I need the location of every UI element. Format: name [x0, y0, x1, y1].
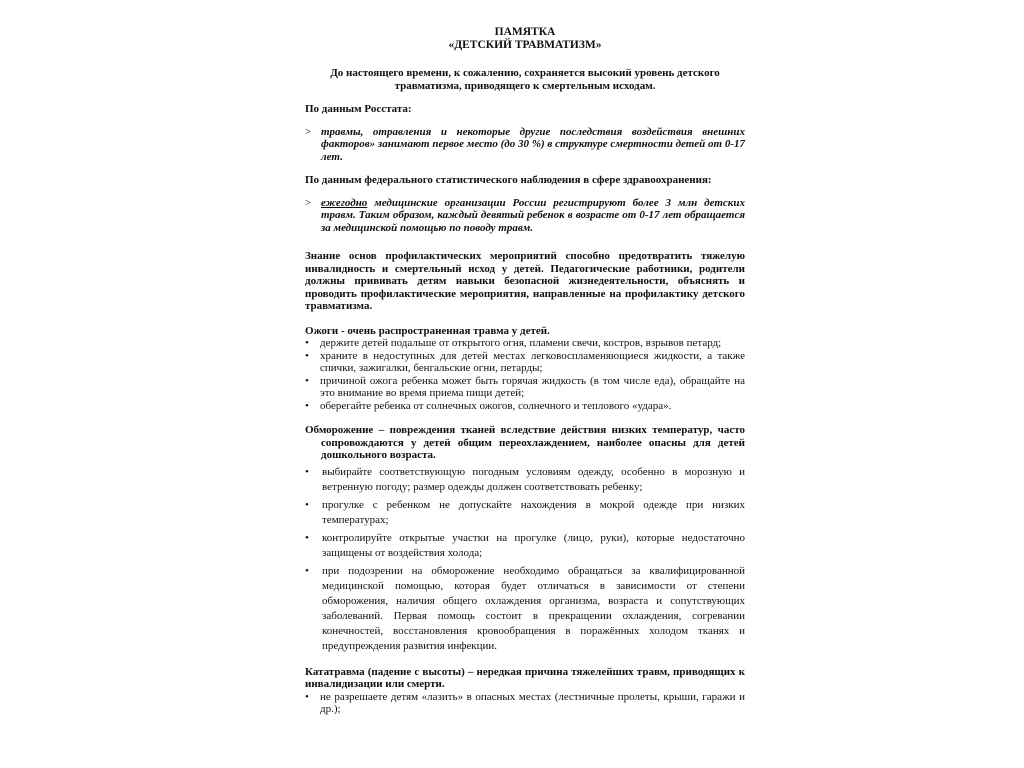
federal-item-rest: медицинские организации России регистрируют более 3 млн детских травм. Таким образом, каждый девятый ребенок в возрасте от 0-17 лет обращается за медицинской помощью по поводу травм.	[321, 196, 745, 234]
memo-title	[305, 26, 745, 52]
list-item-text: держите детей подальше от открытого огня, пламени свечи, костров, взрывов петард;	[320, 337, 722, 349]
bullet: •	[305, 349, 309, 362]
burns-title: Ожоги - очень распространенная травма у детей.	[305, 324, 550, 337]
falls-title: Кататравма (падение с высоты) – нередкая причина тяжелейших травм, приводящих к инвалидизации или смерти.	[305, 665, 745, 690]
bullet: •	[305, 399, 309, 412]
frostbite-list	[305, 465, 745, 654]
bullet: •	[305, 374, 309, 387]
list-item-text: храните в недоступных для детей местах легковоспламеняющиеся жидкости, а также спички, зажигалки, бенгальские огни, петарды;	[320, 349, 745, 374]
memo-title-line1: ПАМЯТКА	[494, 26, 556, 38]
list-item-text: не разрешаете детям «лазить» в опасных местах (лестничные пролеты, крыши, гаражи и др.);	[320, 690, 745, 715]
list-item-text: оберегайте ребенка от солнечных ожогов, солнечного и теплового «удара».	[320, 399, 672, 412]
list-item	[305, 337, 745, 350]
federal-heading: По данным федерального статистического наблюдения в сфере здравоохранения:	[305, 174, 712, 186]
list-item-text: выбирайте соответствующую погодным условиям одежду, особенно в морозную и ветренную погоду; размер одежды должен соответствовать ребенку;	[322, 465, 745, 493]
burns-list	[305, 337, 745, 412]
bullet: •	[305, 531, 309, 544]
memo-title-line2: «ДЕТСКИЙ ТРАВМАТИЗМ»	[448, 39, 602, 51]
list-item	[305, 691, 745, 716]
list-item	[305, 400, 745, 413]
arrow-marker: >	[305, 125, 312, 138]
intro-paragraph: До настоящего времени, к сожалению, сохраняется высокий уровень детского травматизма, приводящего к смертельным исходам.	[330, 67, 720, 92]
list-item	[305, 350, 745, 375]
bullet: •	[305, 465, 309, 478]
federal-item	[305, 197, 745, 235]
knowledge-paragraph: Знание основ профилактических мероприятий способно предотвратить тяжелую инвалидность и смертельный исход у детей. Педагогические работники, родители должны прививать детям навыки безопасной жизнедеятельности, объяснять и проводить профилактические мероприятия, направленные на профилактику детского травматизма.	[305, 250, 745, 312]
list-item	[305, 465, 745, 495]
federal-item-text	[321, 197, 745, 235]
rosstat-item-text: травмы, отравления и некоторые другие последствия воздействия внешних факторов» занимают первое место (до 30 %) в структуре смертности детей от 0-17 лет.	[321, 125, 745, 163]
rosstat-heading: По данным Росстата:	[305, 103, 412, 115]
list-item	[305, 531, 745, 561]
falls-list	[305, 691, 745, 716]
frostbite-title: Обморожение – повреждения тканей вследствие действия низких температур, часто сопровождаются у детей общим переохлаждением, наиболее опасны для детей дошкольного возраста.	[305, 424, 745, 461]
list-item	[305, 564, 745, 654]
arrow-marker: >	[305, 196, 312, 209]
list-item	[305, 375, 745, 400]
list-item-text: прогулке с ребенком не допускайте нахождения в мокрой одежде при низких температурах;	[322, 498, 745, 526]
rosstat-item	[305, 126, 745, 164]
memo-page	[305, 26, 745, 716]
bullet: •	[305, 564, 309, 577]
list-item	[305, 498, 745, 528]
list-item-text: причиной ожога ребенка может быть горячая жидкость (в том числе еда), обращайте на это внимание во время приема пищи детей;	[320, 374, 745, 399]
bullet: •	[305, 498, 309, 511]
list-item-text: контролируйте открытые участки на прогулке (лицо, руки), которые недостаточно защищены от воздействия холода;	[322, 531, 745, 559]
bullet: •	[305, 337, 309, 349]
bullet: •	[305, 690, 309, 703]
list-item-text: при подозрении на обморожение необходимо обращаться за квалифицированной медицинской помощью, которая будет отличаться в зависимости от степени обморожения, наличия общего охлаждения организма, возраста и сопутствующих заболеваний. Первая помощь состоит в прекращении охлаждения, согревании конечностей, восстановления кровообращения в поражённых холодом тканях и предупреждения развития инфекции.	[322, 564, 745, 652]
federal-item-underlined: ежегодно	[321, 196, 368, 209]
